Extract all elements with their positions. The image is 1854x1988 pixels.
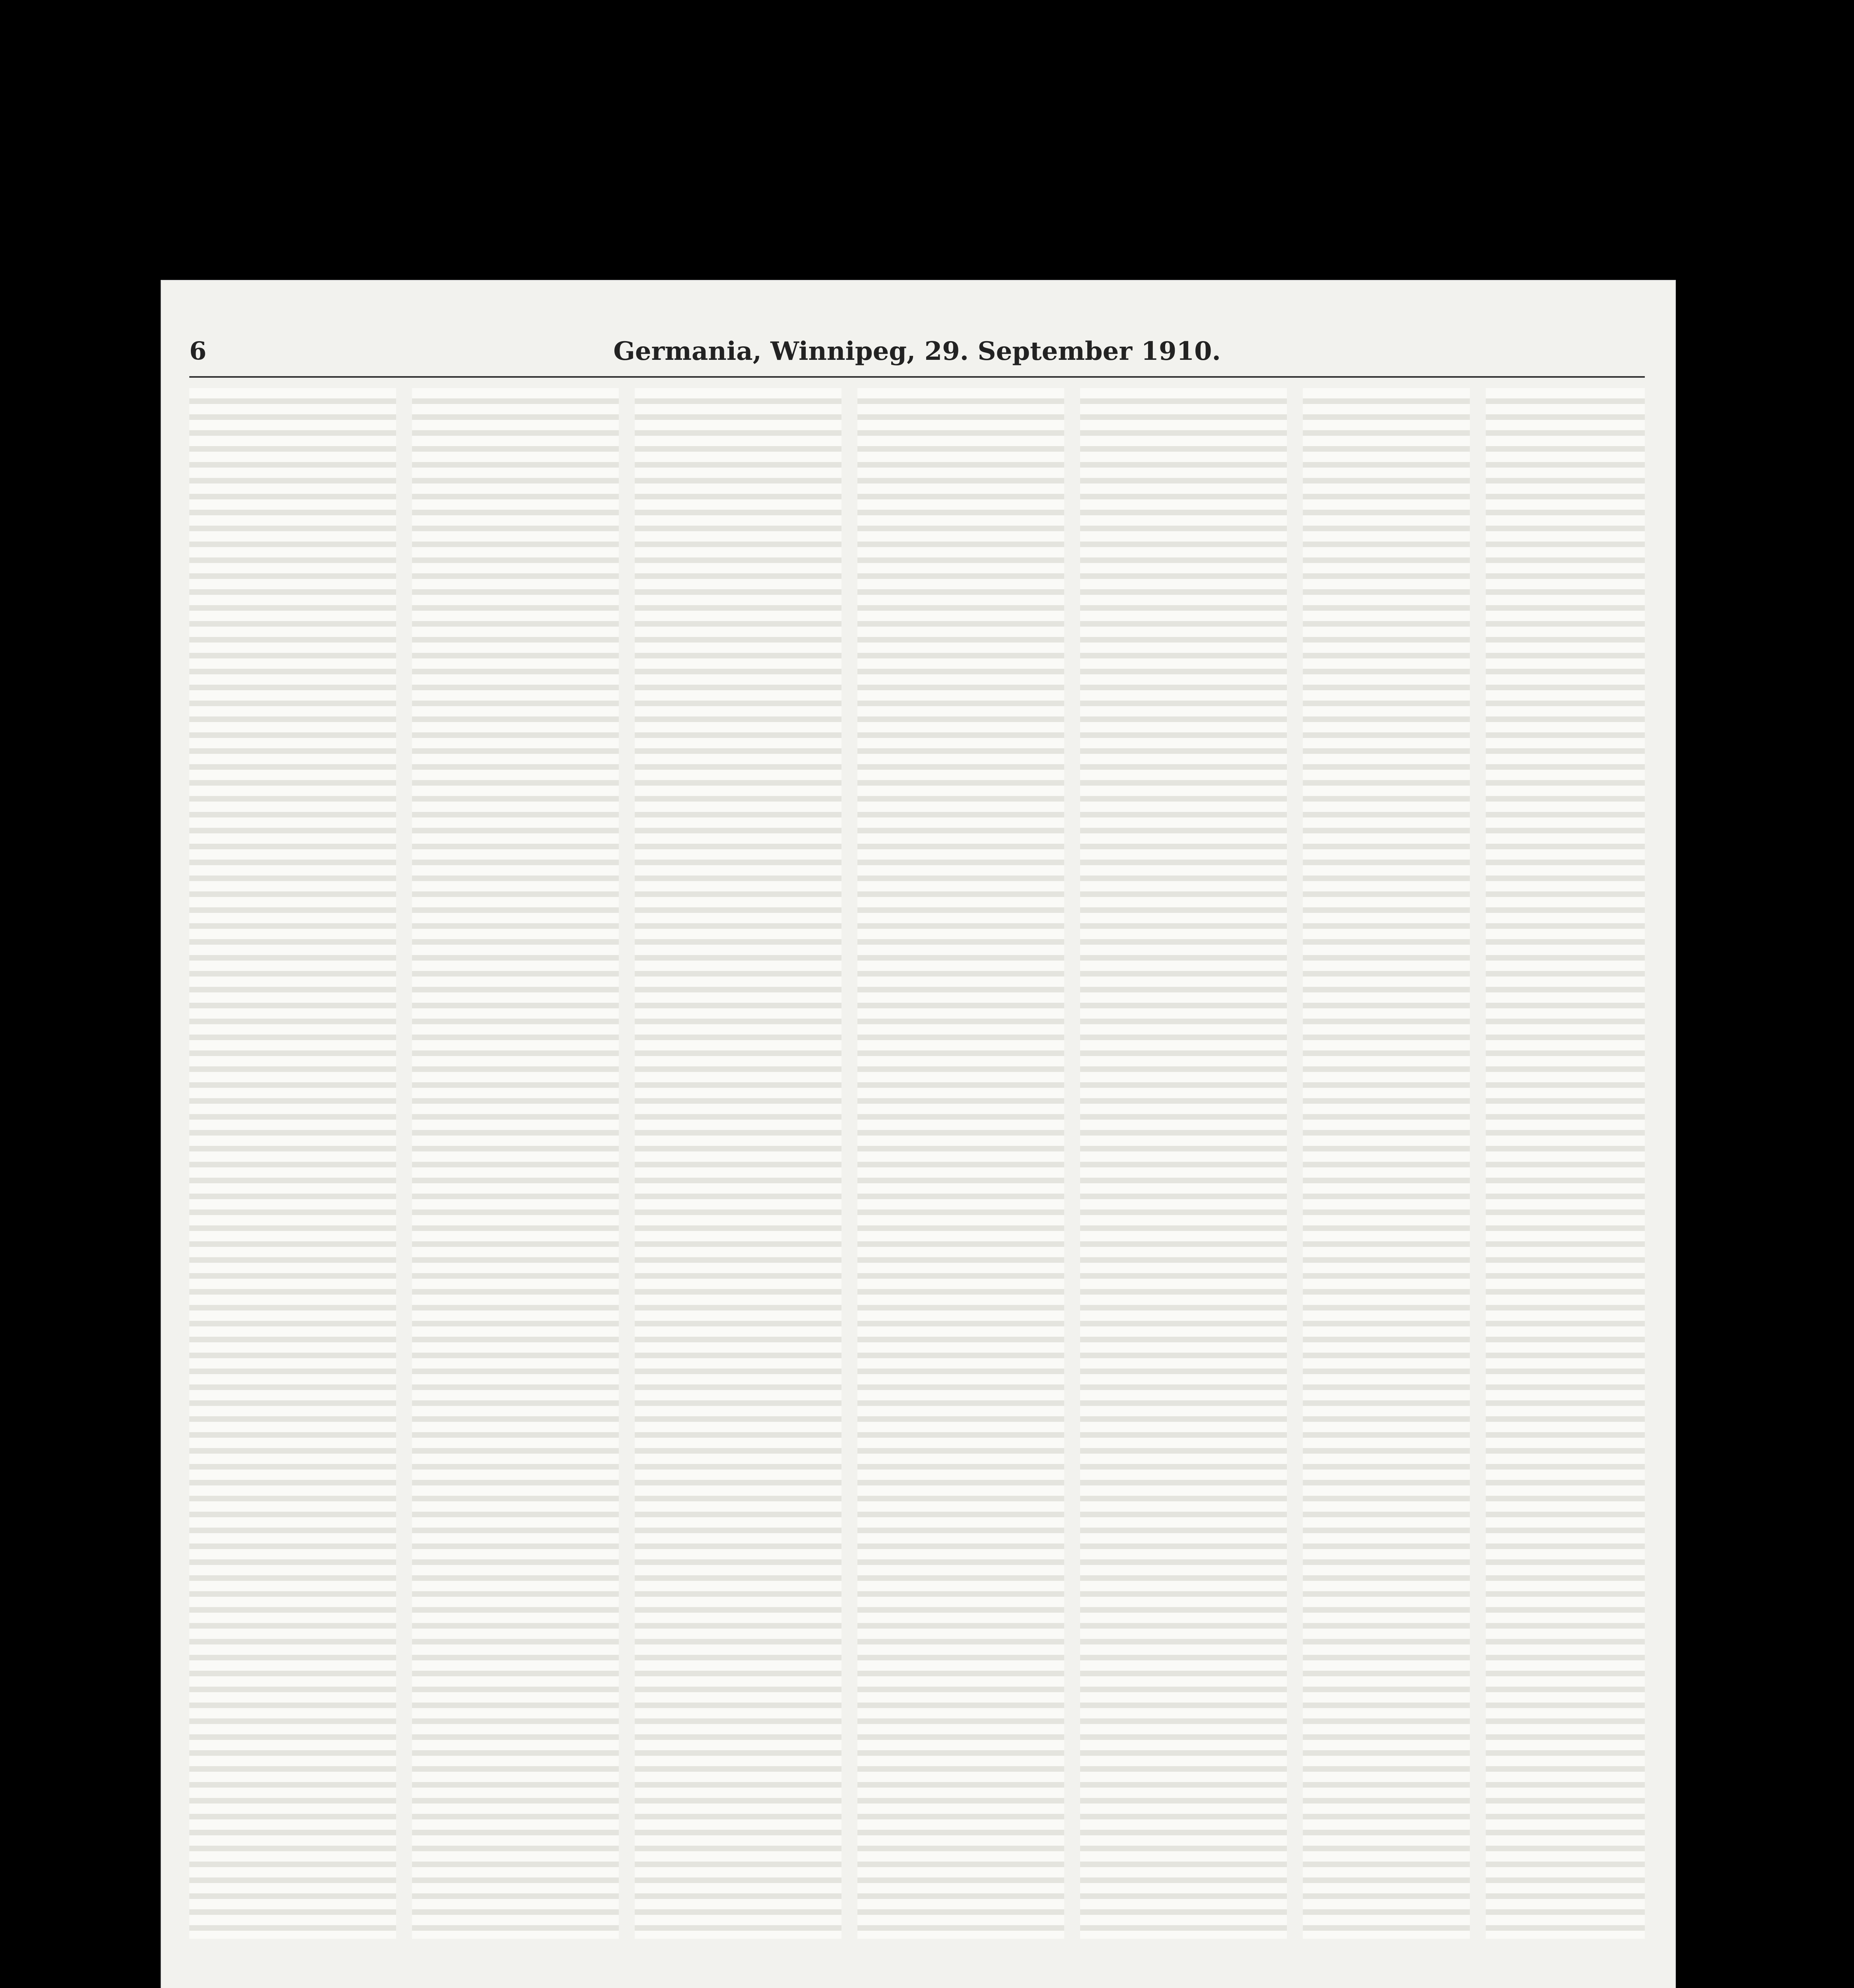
masthead-title: Germania, Winnipeg, 29. September 1910. bbox=[613, 336, 1221, 366]
column bbox=[412, 388, 619, 1939]
masthead-rule bbox=[189, 376, 1645, 378]
column bbox=[635, 388, 841, 1939]
masthead bbox=[189, 336, 1645, 368]
column bbox=[1080, 388, 1287, 1939]
column bbox=[1486, 388, 1645, 1939]
column bbox=[1303, 388, 1470, 1939]
newspaper-page bbox=[161, 280, 1676, 1988]
column bbox=[189, 388, 396, 1939]
page-number: 6 bbox=[189, 336, 207, 365]
column bbox=[857, 388, 1064, 1939]
